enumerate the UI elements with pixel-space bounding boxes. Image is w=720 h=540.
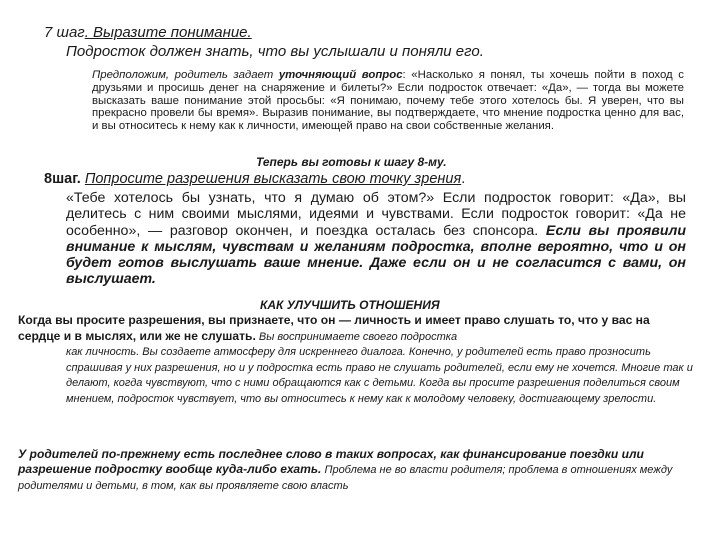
step8-title-end: . — [461, 171, 466, 187]
step7-body — [92, 69, 684, 133]
closing-italic-tail: Проблема не во власти родителя; проблема в отношениях между родителями и детьми, в том, как вы проявляете свою власть — [18, 464, 673, 492]
step8-body-emphasis: Если вы проявили внимание к мыслям, чувствам и желаниям подростка, вполне вероятно, что и он будет готов выслушать ваше мнение. Даже если он и не согласится с вами, он выслушает. — [66, 222, 686, 288]
step7-heading — [44, 24, 252, 42]
improve-body — [18, 313, 694, 408]
step8-title: Попросите разрешения высказать свою точку зрения — [84, 171, 462, 187]
closing-bold-italic: У родителей по-прежнему есть последнее слово в таких вопросах, как финансирование поездки или разрешение подростку вообще куда-либо ехать. — [18, 447, 644, 476]
step7-number: 7 шаг — [44, 24, 85, 41]
improve-title: КАК УЛУЧШИТЬ ОТНОШЕНИЯ — [260, 298, 440, 312]
improve-body-italic-rest: как личность. Вы создаете атмосферу для искреннего диалога. Конечно, у родителей есть право прозносить спрашивая у них разрешения, но и у подростка есть право не слушать родителей, если ему не хочется. Многие так и делают, когда чувствуют, что с ними обращаются как с детьми. Когда вы просите разрешения поделиться своим мнением, подросток чувствует, что вы относитесь к нему как к молодому человеку, достигающему зрелости. — [66, 346, 693, 405]
step7-body-rest: : «Насколько я понял, ты хочешь пойти в поход с друзьями и просишь денег на снаряжение и билеты?» Если подросток отвечает: «Да», — тогда вы можете высказать ваше понимание этой просьбы: «Я понимаю, почему тебе этого хотелось бы. Я уверен, что вы прекрасно провели бы время». Выразив понимание, вы подтверждаете, что мнение подростка ценно для вас, и вы относитесь к нему как к личности, имеющей право на свои собственные желания. — [92, 69, 684, 133]
step7-term: уточняющий вопрос — [278, 69, 403, 81]
improve-body-italic-first: Вы воспринимаете своего подростка — [255, 330, 458, 343]
improve-body-bold: Когда вы просите разрешения, вы признаете, что он — личность и имеет право слушать то, что у вас на сердце и в мыслях, или же не слушать. — [18, 313, 650, 343]
step8-heading — [44, 171, 465, 188]
step8-number: 8шаг. — [44, 171, 85, 187]
closing-body — [18, 447, 694, 494]
step7-title: . Выразите понимание. — [84, 24, 252, 41]
step7-next-step: Теперь вы готовы к шагу 8-му. — [256, 155, 447, 169]
step8-body-plain: «Тебе хотелось бы узнать, что я думаю об этом?» Если подросток говорит: «Да», вы делитесь с ним своими мыслями, идеями и чувствами. Если подросток говорит: «Да не особенно», — разговор окончен, и поездка осталась без спонсора. — [66, 190, 686, 239]
step8-body — [66, 190, 686, 288]
step7-subheading: Подросток должен знать, что вы услышали и поняли его. — [66, 43, 484, 60]
step7-body-intro: Предположим, родитель задает — [92, 69, 279, 81]
